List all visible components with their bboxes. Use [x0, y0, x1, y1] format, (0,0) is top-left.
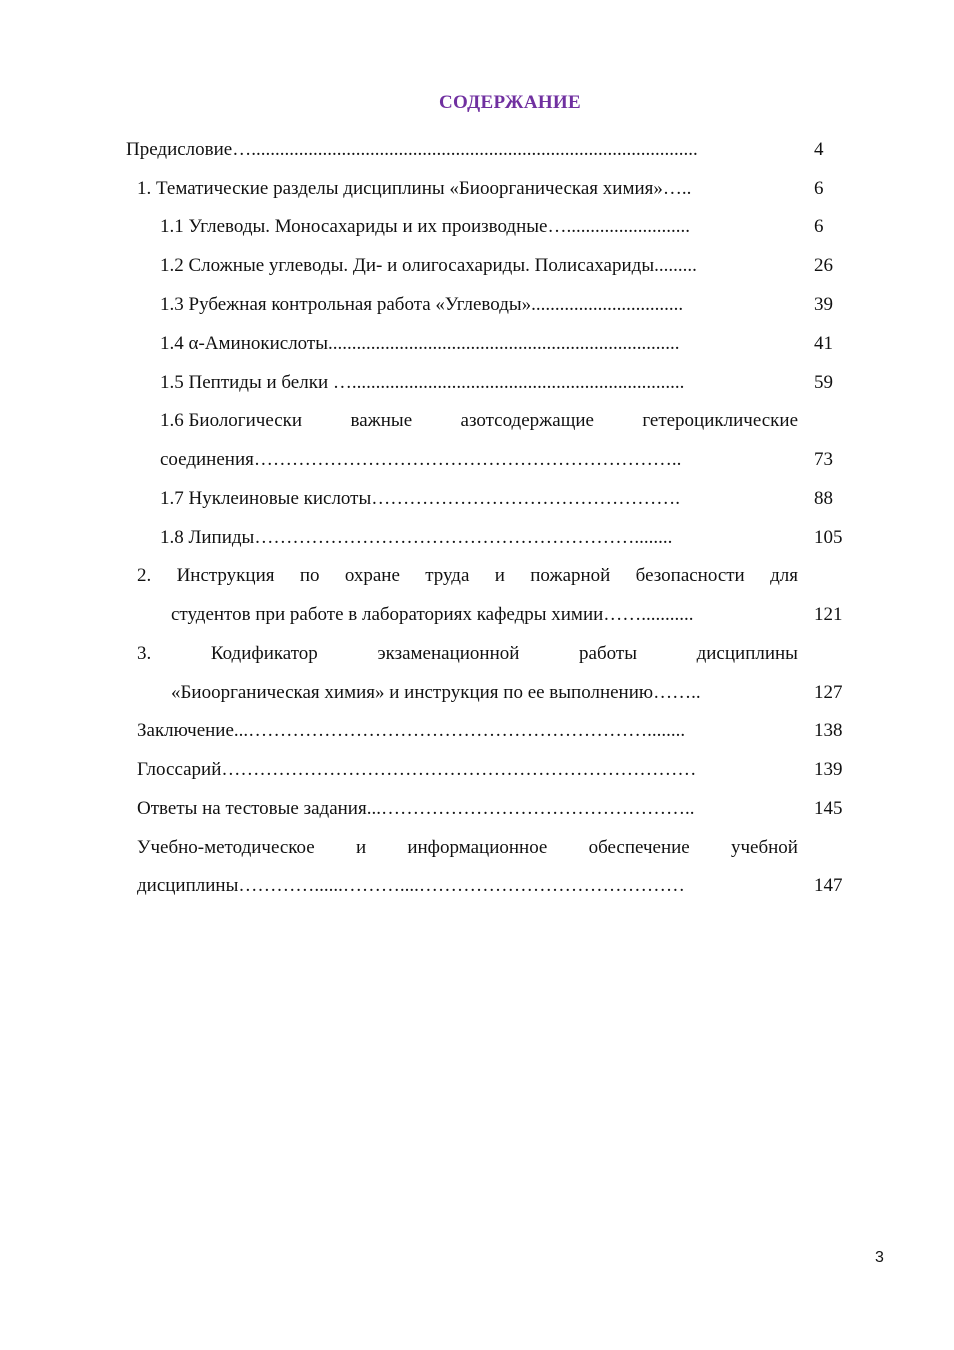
word: и [494, 565, 505, 586]
word: Инструкция [176, 565, 275, 586]
word: 2. [137, 565, 152, 586]
word: экзаменационной [377, 643, 520, 664]
toc-entry-1-6-line2[interactable]: соединения………………………………………………………….. [160, 449, 682, 470]
toc-page-preface: 4 [814, 139, 824, 160]
toc-page-support: 147 [814, 875, 843, 896]
toc-page-glossary: 139 [814, 759, 843, 780]
word: и [355, 837, 367, 858]
toc-entry-preface[interactable]: Предисловие….............................................................................................. [126, 139, 698, 160]
word: охране [344, 565, 400, 586]
word: для [770, 565, 798, 586]
word: Учебно-методическое [137, 837, 315, 858]
toc-entry-section-3-line2[interactable]: «Биоорганическая химия» и инструкция по ее выполнению…….. [171, 682, 701, 703]
toc-entry-support-line1[interactable] [137, 835, 798, 861]
toc-title: СОДЕРЖАНИЕ [439, 92, 581, 113]
toc-page-conclusion: 138 [814, 720, 843, 741]
toc-entry-section-2-line1[interactable] [137, 563, 798, 589]
toc-entry-1-6-line1[interactable] [160, 408, 798, 434]
toc-page-1-3: 39 [814, 294, 833, 315]
word: 1.6 Биологически [160, 410, 303, 431]
toc-page-section-3: 127 [814, 682, 843, 703]
toc-page-1-2: 26 [814, 255, 833, 276]
toc-entry-section-3-line1[interactable] [137, 641, 798, 667]
toc-page-1-1: 6 [814, 216, 824, 237]
word: информационное [407, 837, 548, 858]
word: обеспечение [588, 837, 690, 858]
word: азотсодержащие [460, 410, 594, 431]
toc-entry-1-5[interactable]: 1.5 Пептиды и белки …...................................................................... [160, 372, 685, 393]
toc-entry-section-1[interactable]: 1. Тематические разделы дисциплины «Биоорганическая химия»….. [137, 178, 692, 199]
word: работы [579, 643, 637, 664]
word: 3. [137, 643, 152, 664]
page-number: 3 [875, 1249, 884, 1266]
word: Кодификатор [210, 643, 318, 664]
toc-entry-1-7[interactable]: 1.7 Нуклеиновые кислоты…………………………………………. [160, 488, 681, 509]
toc-page-section-1: 6 [814, 178, 824, 199]
toc-entry-conclusion[interactable]: Заключение...………………………………………………………........ [137, 720, 686, 741]
toc-entry-glossary[interactable]: Глоссарий………………………………………………………………… [137, 759, 697, 780]
toc-entry-support-line2[interactable]: дисциплины…………......………....…………………………………… [137, 875, 685, 896]
word: дисциплины [696, 643, 798, 664]
toc-page-1-6: 73 [814, 449, 833, 470]
toc-entry-1-2[interactable]: 1.2 Сложные углеводы. Ди- и олигосахариды. Полисахариды......... [160, 255, 697, 276]
toc-entry-section-2-line2[interactable]: студентов при работе в лабораториях кафедры химии……........... [171, 604, 694, 625]
word: важные [350, 410, 413, 431]
word: пожарной [530, 565, 611, 586]
toc-entry-1-4[interactable]: 1.4 α-Аминокислоты.......................................................................... [160, 333, 680, 354]
toc-page-1-7: 88 [814, 488, 833, 509]
toc-entry-1-1[interactable]: 1.1 Углеводы. Моносахариды и их производные….......................... [160, 216, 690, 237]
word: гетероциклические [642, 410, 798, 431]
word: безопасности [635, 565, 745, 586]
toc-entry-1-3[interactable]: 1.3 Рубежная контрольная работа «Углеводы»................................ [160, 294, 684, 315]
word: по [299, 565, 320, 586]
toc-page-1-5: 59 [814, 372, 833, 393]
word: труда [425, 565, 470, 586]
toc-entry-answers[interactable]: Ответы на тестовые задания...………………………………………….. [137, 798, 695, 819]
toc-page-1-4: 41 [814, 333, 833, 354]
toc-page-section-2: 121 [814, 604, 843, 625]
word: учебной [730, 837, 798, 858]
toc-entry-1-8[interactable]: 1.8 Липиды……………………………………………………........ [160, 527, 673, 548]
toc-page-answers: 145 [814, 798, 843, 819]
toc-page-1-8: 105 [814, 527, 843, 548]
